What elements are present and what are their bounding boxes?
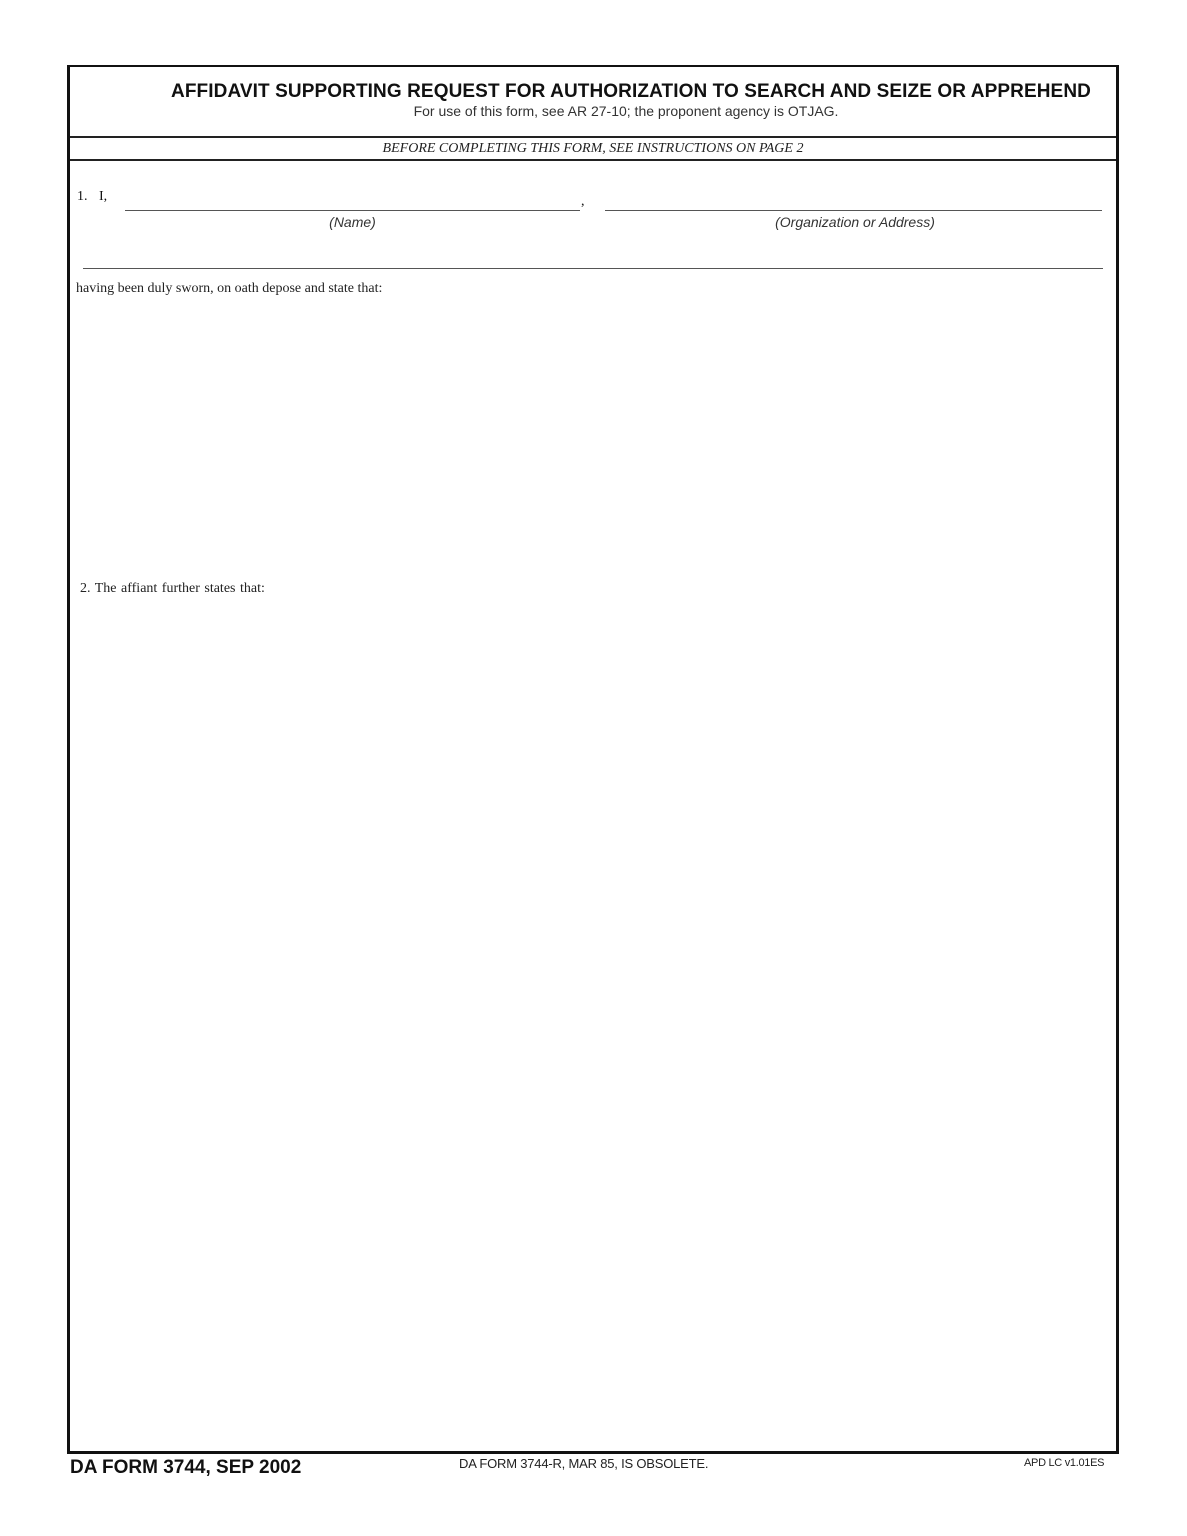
address-continued-field[interactable] — [83, 268, 1103, 269]
form-title: AFFIDAVIT SUPPORTING REQUEST FOR AUTHORIZATION TO SEARCH AND SEIZE OR APPREHEND — [171, 81, 1091, 102]
form-frame — [67, 65, 1119, 1454]
item-1-lead: I, — [99, 189, 108, 204]
form-header — [70, 67, 1116, 138]
organization-address-field[interactable] — [605, 210, 1102, 211]
instructions-banner: BEFORE COMPLETING THIS FORM, SEE INSTRUCTIONS ON PAGE 2 — [70, 138, 1116, 161]
comma-separator: , — [581, 194, 585, 209]
obsolete-note: DA FORM 3744-R, MAR 85, IS OBSOLETE. — [459, 1456, 709, 1471]
name-label: (Name) — [329, 214, 376, 230]
name-field[interactable] — [125, 210, 580, 211]
item-1-number: 1. — [77, 189, 88, 204]
deposition-statement-textarea[interactable] — [76, 303, 1110, 577]
organization-address-label: (Organization or Address) — [775, 214, 935, 230]
form-identifier: DA FORM 3744, SEP 2002 — [70, 1457, 302, 1478]
version-label: APD LC v1.01ES — [1024, 1457, 1105, 1469]
form-subtitle: For use of this form, see AR 27-10; the proponent agency is OTJAG. — [413, 103, 839, 119]
sworn-statement-text: having been duly sworn, on oath depose and state that: — [76, 281, 383, 296]
further-statement-textarea[interactable] — [76, 607, 1110, 1441]
item-2-text: 2. The affiant further states that: — [80, 581, 265, 596]
